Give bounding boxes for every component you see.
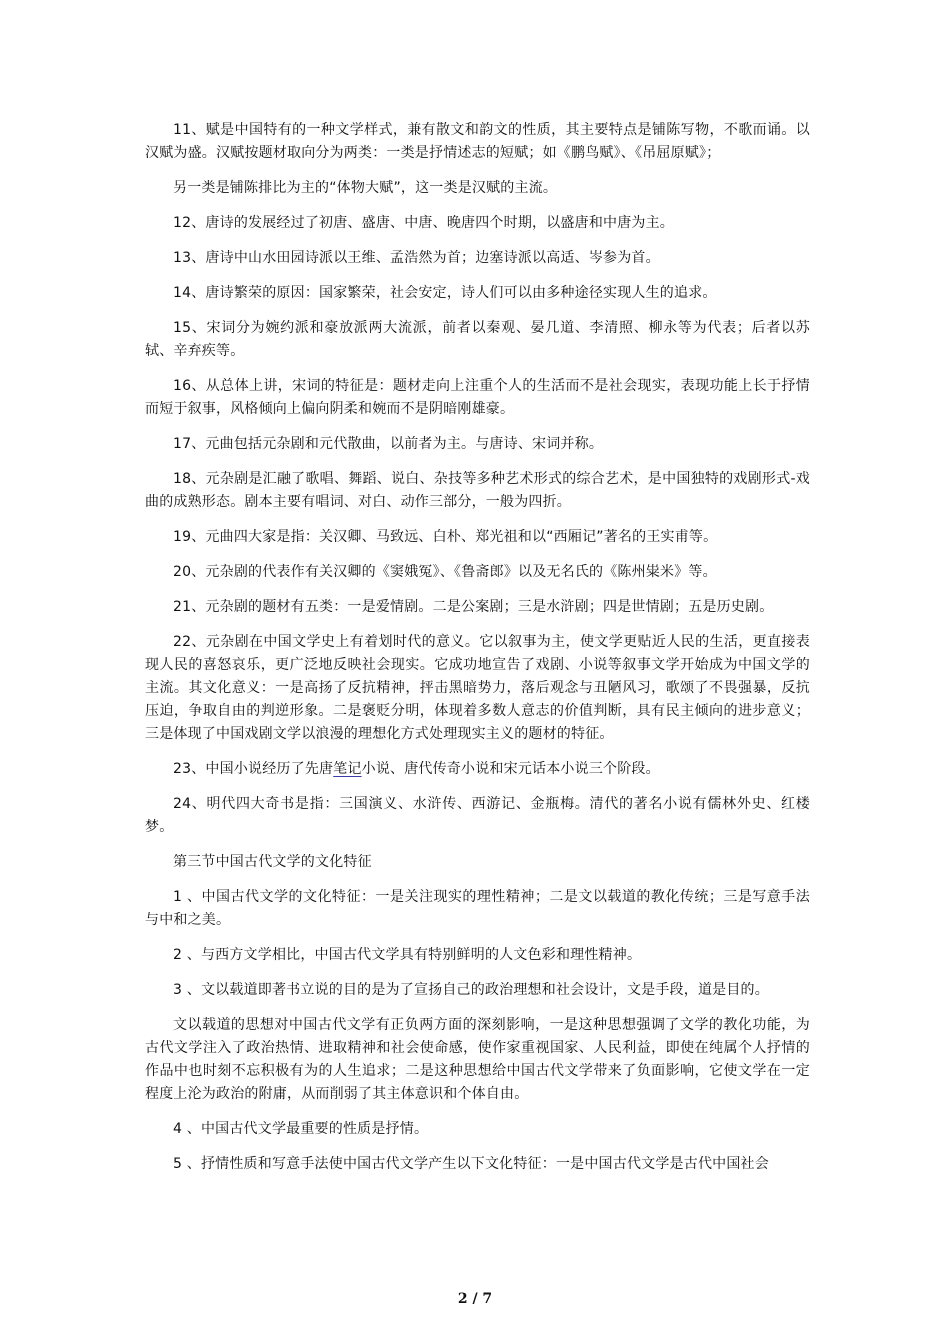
biji-link[interactable]: 笔记 [333, 761, 362, 777]
paragraph-19: 19、元曲四大家是指：关汉卿、马致远、白朴、郑光祖和以“西厢记”著名的王实甫等。 [173, 529, 718, 545]
paragraph-24: 24、明代四大奇书是指：三国演义、水浒传、西游记、金瓶梅。清代的著名小说有儒林外史、红楼梦。 [145, 796, 810, 835]
document-body [145, 119, 810, 1188]
paragraph-13: 13、唐诗中山水田园诗派以王维、孟浩然为首；边塞诗派以高适、岑参为首。 [173, 250, 660, 266]
paragraph-20: 20、元杂剧的代表作有关汉卿的《窦娥冤》、《鲁斋郎》以及无名氏的《陈州粜米》等。 [173, 564, 717, 580]
paragraph-11: 11、赋是中国特有的一种文学样式，兼有散文和韵文的性质，其主要特点是铺陈写物，不歌而诵。以汉赋为盛。汉赋按题材取向分为两类：一类是抒情述志的短赋；如《鹏鸟赋》、《吊屈原赋》； [145, 122, 810, 161]
paragraph-14: 14、唐诗繁荣的原因：国家繁荣，社会安定，诗人们可以由多种途径实现人生的追求。 [173, 285, 717, 301]
paragraph-17: 17、元曲包括元杂剧和元代散曲，以前者为主。与唐诗、宋词并称。 [173, 436, 604, 452]
paragraph-16: 16、从总体上讲，宋词的特征是：题材走向上注重个人的生活而不是社会现实，表现功能上长于抒情而短于叙事，风格倾向上偏向阴柔和婉而不是阴暗刚雄豪。 [145, 378, 810, 417]
paragraph-s3-3-continued: 文以载道的思想对中国古代文学有正负两方面的深刻影响，一是这种思想强调了文学的教化功能，为古代文学注入了政治热情、进取精神和社会使命感，使作家重视国家、人民利益，即使在纯属个人抒情的作品中也时刻不忘积极有为的人生追求；二是这种思想给中国古代文学带来了负面影响，它使文学在一定程度上沦为政治的附庸，从而削弱了其主体意识和个体自由。 [145, 1017, 810, 1102]
paragraph-12: 12、唐诗的发展经过了初唐、盛唐、中唐、晚唐四个时期，以盛唐和中唐为主。 [173, 215, 675, 231]
paragraph-23-after: 小说、唐代传奇小说和宋元话本小说三个阶段。 [361, 761, 660, 777]
paragraph-22: 22、元杂剧在中国文学史上有着划时代的意义。它以叙事为主，使文学更贴近人民的生活，更直接表现人民的喜怒哀乐，更广泛地反映社会现实。它成功地宣告了戏剧、小说等叙事文学开始成为中国文学的主流。其文化意义：一是高扬了反抗精神，抨击黑暗势力，落后观念与丑陋风习，歌颂了不畏强暴，反抗压迫，争取自由的判逆形象。二是褒贬分明，体现着多数人意志的价值判断，具有民主倾向的进步意义；三是体现了中国戏剧文学以浪漫的理想化方式处理现实主义的题材的特征。 [145, 634, 810, 742]
paragraph-s3-2: 2 、与西方文学相比，中国古代文学具有特别鲜明的人文色彩和理性精神。 [173, 947, 642, 963]
section-heading: 第三节中国古代文学的文化特征 [173, 854, 372, 870]
paragraph-11-continued: 另一类是铺陈排比为主的“体物大赋”，这一类是汉赋的主流。 [173, 180, 558, 196]
paragraph-s3-3: 3 、文以载道即著书立说的目的是为了宣扬自己的政治理想和社会设计，文是手段，道是目的。 [173, 982, 769, 998]
paragraph-18: 18、元杂剧是汇融了歌唱、舞蹈、说白、杂技等多种艺术形式的综合艺术，是中国独特的戏剧形式-戏曲的成熟形态。剧本主要有唱词、对白、动作三部分，一般为四折。 [145, 471, 810, 510]
paragraph-21: 21、元杂剧的题材有五类：一是爱情剧。二是公案剧；三是水浒剧；四是世情剧；五是历史剧。 [173, 599, 774, 615]
paragraph-23 [145, 758, 810, 781]
paragraph-s3-4: 4 、中国古代文学最重要的性质是抒情。 [173, 1121, 429, 1137]
page-number: 2 / 7 [457, 1291, 493, 1307]
paragraph-15: 15、宋词分为婉约派和豪放派两大流派，前者以秦观、晏几道、李清照、柳永等为代表；后者以苏轼、辛弃疾等。 [145, 320, 810, 359]
paragraph-23-before: 23、中国小说经历了先唐 [173, 761, 334, 777]
paragraph-s3-1: 1 、中国古代文学的文化特征：一是关注现实的理性精神；二是文以载道的教化传统；三是写意手法与中和之美。 [145, 889, 810, 928]
paragraph-s3-5: 5 、抒情性质和写意手法使中国古代文学产生以下文化特征：一是中国古代文学是古代中国社会 [173, 1156, 769, 1172]
